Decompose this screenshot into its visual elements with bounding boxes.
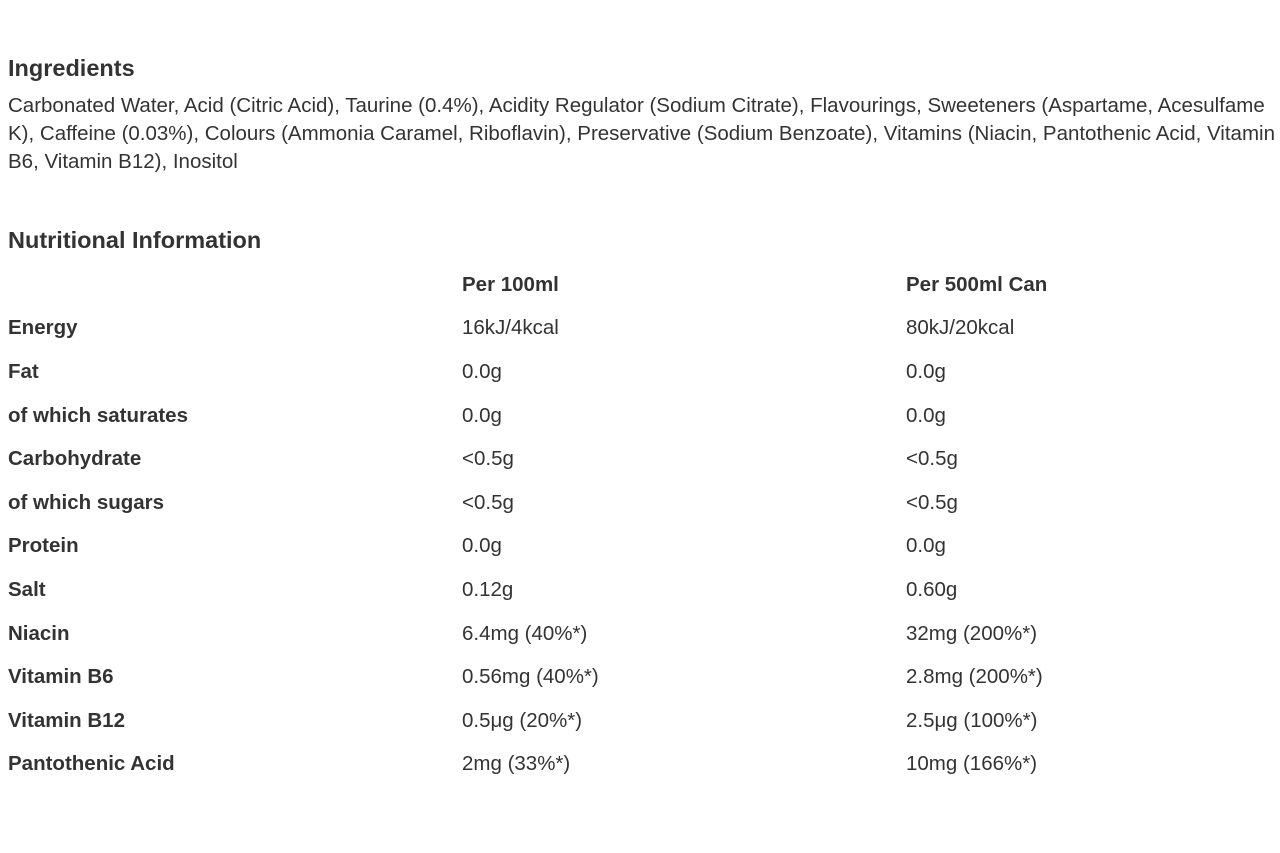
per-100ml-value: 0.0g bbox=[462, 359, 502, 383]
per-100ml-value: 0.5μg (20%*) bbox=[462, 708, 583, 732]
table-row bbox=[8, 699, 1266, 743]
per-100ml-value: 16kJ/4kcal bbox=[462, 316, 559, 340]
table-row bbox=[8, 307, 1266, 351]
nutrition-header-row bbox=[8, 263, 1266, 307]
nutrient-label: of which saturates bbox=[8, 403, 188, 427]
per-100ml-value: 0.12g bbox=[462, 577, 514, 601]
nutrition-table bbox=[8, 263, 1266, 786]
per-500ml-value: 32mg (200%*) bbox=[906, 621, 1038, 645]
nutrient-label: Pantothenic Acid bbox=[8, 752, 175, 776]
per-500ml-value: 2.8mg (200%*) bbox=[906, 665, 1043, 689]
table-row bbox=[8, 655, 1266, 699]
ingredients-heading: Ingredients bbox=[8, 55, 135, 81]
nutrient-label: Niacin bbox=[8, 621, 70, 645]
per-100ml-value: 0.0g bbox=[462, 534, 502, 558]
nutrient-label: Protein bbox=[8, 534, 79, 558]
table-row bbox=[8, 612, 1266, 656]
nutrient-label: Fat bbox=[8, 359, 39, 383]
header-per-100ml: Per 100ml bbox=[462, 272, 559, 296]
per-100ml-value: 6.4mg (40%*) bbox=[462, 621, 588, 645]
nutrient-label: Salt bbox=[8, 577, 46, 601]
ingredients-text: Carbonated Water, Acid (Citric Acid), Taurine (0.4%), Acidity Regulator (Sodium Citrate), Flavourings, Sweeteners (Aspartame, Acesulfame K), Caffeine (0.03%), Colours (Ammonia Caramel, Riboflavin), Preservative (Sodium Benzoate), Vitamins (Niacin, Pantothenic Acid, Vitamin B6, Vitamin B12), Inositol bbox=[8, 94, 1275, 173]
table-row bbox=[8, 525, 1266, 569]
nutrient-label: of which sugars bbox=[8, 490, 165, 514]
per-500ml-value: 0.60g bbox=[906, 577, 958, 601]
table-row bbox=[8, 350, 1266, 394]
header-empty-cell bbox=[8, 263, 462, 307]
per-100ml-value: 2mg (33%*) bbox=[462, 752, 571, 776]
table-row bbox=[8, 394, 1266, 438]
table-row bbox=[8, 568, 1266, 612]
per-500ml-value: 0.0g bbox=[906, 534, 946, 558]
nutrition-heading: Nutritional Information bbox=[8, 227, 262, 253]
per-100ml-value: 0.0g bbox=[462, 403, 502, 427]
per-500ml-value: 2.5μg (100%*) bbox=[906, 708, 1038, 732]
nutrient-label: Energy bbox=[8, 316, 78, 340]
per-100ml-value: 0.56mg (40%*) bbox=[462, 665, 599, 689]
per-500ml-value: 0.0g bbox=[906, 403, 946, 427]
per-100ml-value: <0.5g bbox=[462, 490, 514, 514]
table-row bbox=[8, 481, 1266, 525]
table-row bbox=[8, 743, 1266, 787]
per-500ml-value: 0.0g bbox=[906, 359, 946, 383]
per-500ml-value: <0.5g bbox=[906, 490, 958, 514]
nutrient-label: Vitamin B12 bbox=[8, 708, 125, 732]
nutrient-label: Vitamin B6 bbox=[8, 665, 114, 689]
per-100ml-value: <0.5g bbox=[462, 447, 514, 471]
per-500ml-value: 10mg (166%*) bbox=[906, 752, 1038, 776]
table-row bbox=[8, 437, 1266, 481]
nutrient-label: Carbohydrate bbox=[8, 447, 142, 471]
per-500ml-value: <0.5g bbox=[906, 447, 958, 471]
header-per-500ml-can: Per 500ml Can bbox=[906, 272, 1048, 296]
per-500ml-value: 80kJ/20kcal bbox=[906, 316, 1015, 340]
